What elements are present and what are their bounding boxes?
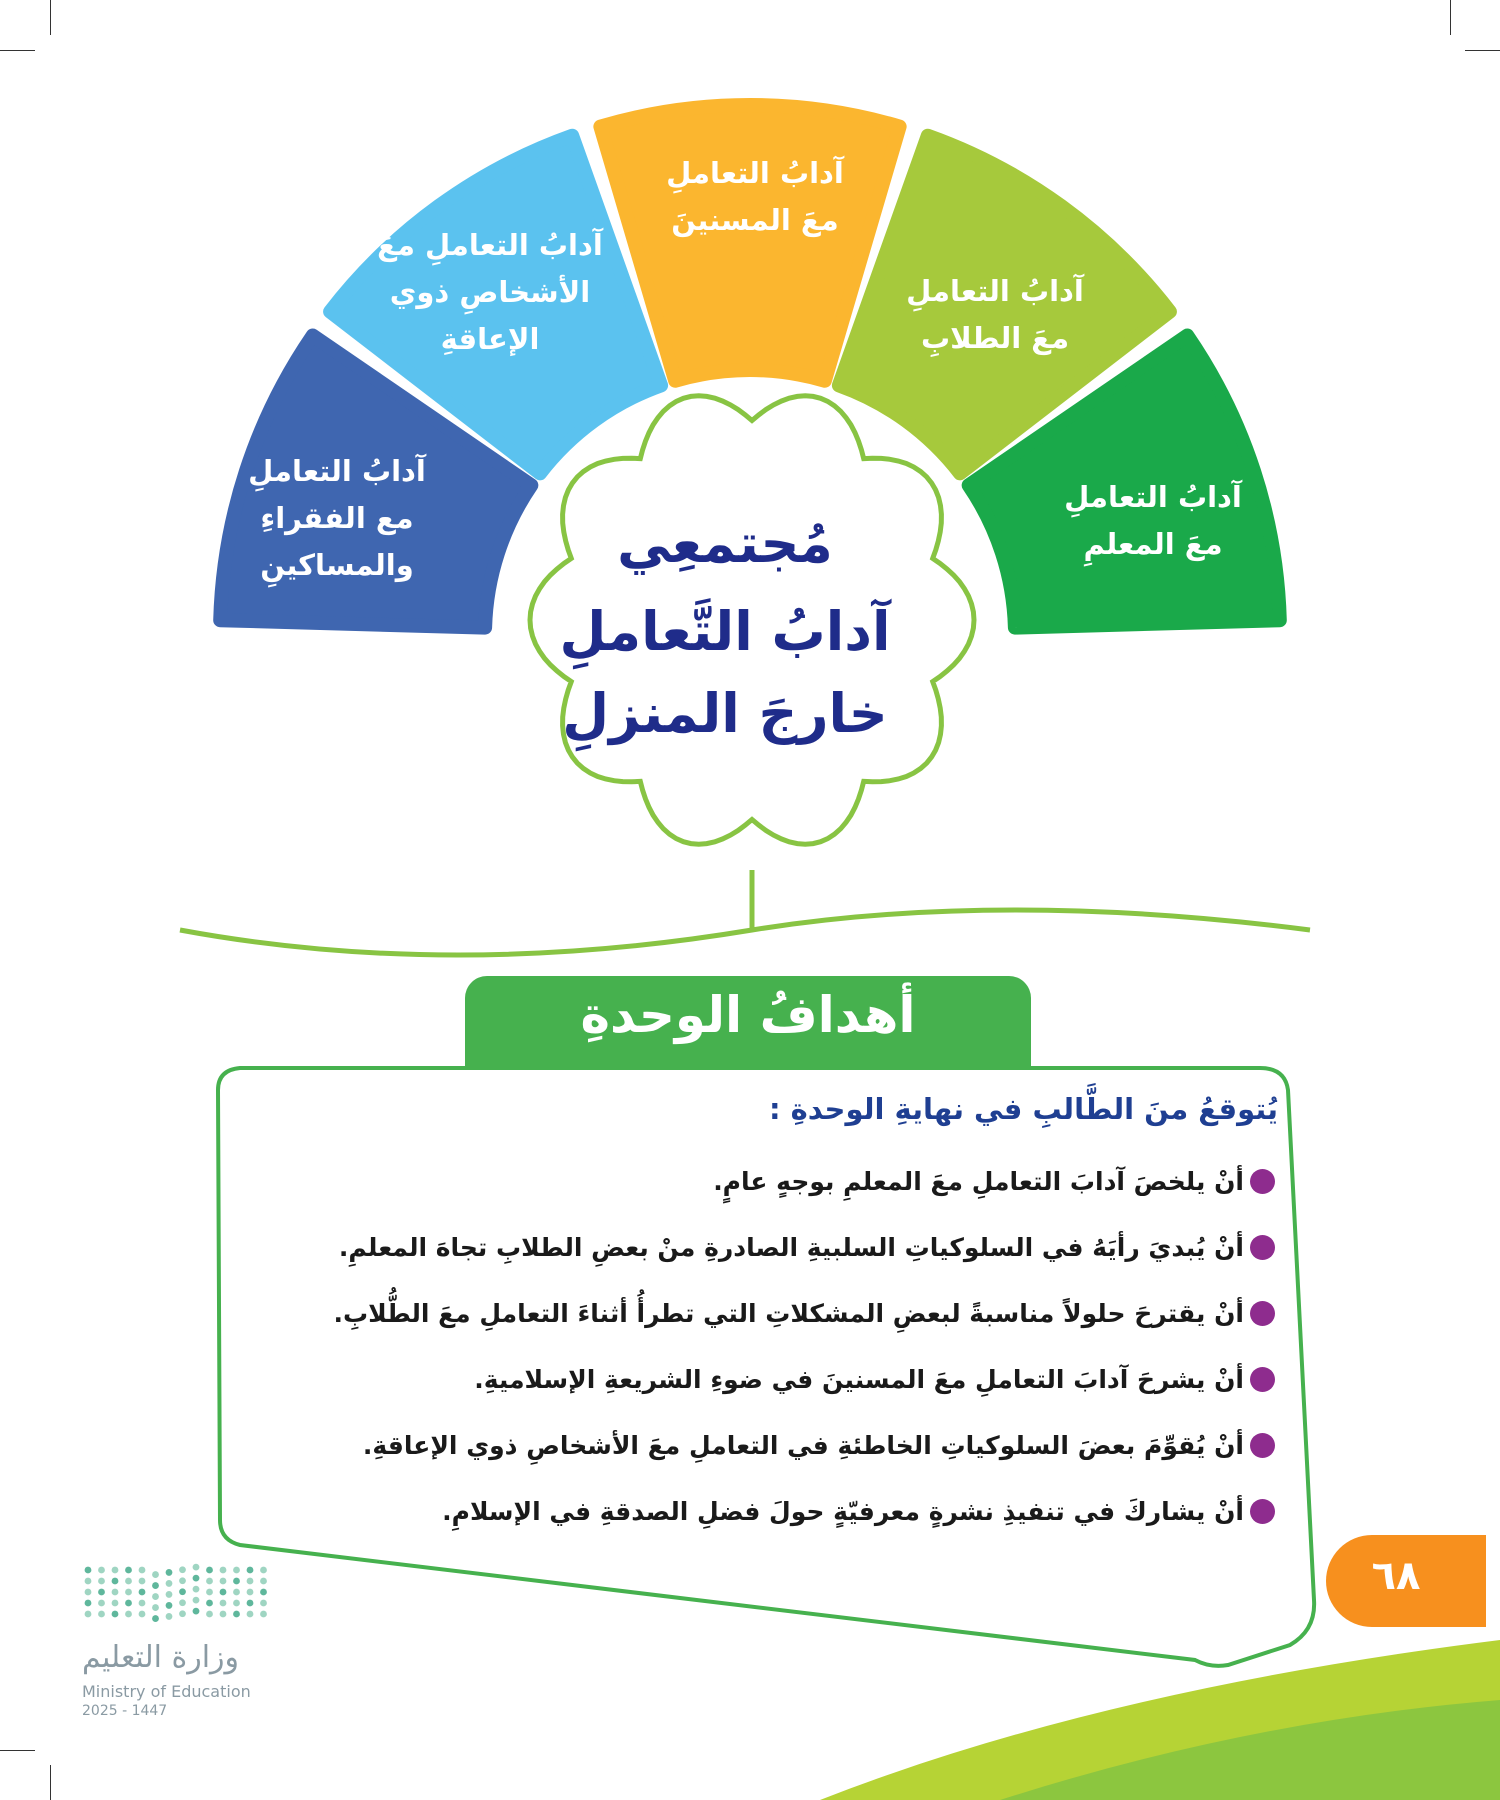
logo-dot xyxy=(139,1567,146,1574)
logo-dot xyxy=(179,1577,186,1584)
segment-line: آدابُ التعاملِ xyxy=(1064,480,1242,514)
logo-dot xyxy=(152,1615,159,1622)
segment-line: والمساكينِ xyxy=(260,547,414,582)
logo-dot xyxy=(85,1589,92,1596)
logo-dot xyxy=(206,1589,213,1596)
logo-dot xyxy=(98,1600,105,1607)
logo-dot xyxy=(125,1589,132,1596)
logo-dot xyxy=(233,1578,240,1585)
ministry-name-en: Ministry of Education xyxy=(82,1682,251,1701)
logo-dot xyxy=(125,1600,132,1607)
logo-dot xyxy=(85,1578,92,1585)
logo-dot xyxy=(193,1586,200,1593)
logo-dot xyxy=(112,1611,119,1618)
segment-line: الإعاقةِ xyxy=(440,321,540,356)
logo-dot xyxy=(85,1567,92,1574)
segment-line: آدابُ التعاملِ xyxy=(906,274,1084,308)
logo-dot xyxy=(247,1567,254,1574)
logo-dot xyxy=(166,1580,173,1587)
page-number: ٦٨ xyxy=(1371,1553,1421,1599)
logo-dot xyxy=(206,1600,213,1607)
logo-dot xyxy=(220,1578,227,1585)
logo-dot xyxy=(152,1593,159,1600)
logo-dot xyxy=(220,1589,227,1596)
logo-dot xyxy=(179,1599,186,1606)
logo-dot xyxy=(152,1571,159,1578)
logo-dot xyxy=(98,1611,105,1618)
logo-dot xyxy=(112,1600,119,1607)
goals-intro: يُتوقعُ منَ الطَّالبِ في نهايةِ الوحدةِ : xyxy=(768,1092,1278,1126)
logo-dot xyxy=(152,1604,159,1611)
goal-text: أنْ يشاركَ في تنفيذِ نشرةٍ معرفيّةٍ حولَ فضلِ الصدقةِ في الإسلامِ. xyxy=(442,1497,1244,1526)
logo-dot xyxy=(112,1578,119,1585)
logo-dot xyxy=(139,1578,146,1585)
logo-dot xyxy=(98,1589,105,1596)
segment-line: مع الفقراءِ xyxy=(260,500,414,535)
logo-dot xyxy=(220,1611,227,1618)
logo-dot xyxy=(260,1589,267,1596)
goals-title: أهدافُ الوحدةِ xyxy=(580,986,916,1044)
logo-dot xyxy=(206,1567,213,1574)
segment-line: معَ الطلابِ xyxy=(920,320,1070,355)
logo-dot xyxy=(233,1567,240,1574)
segment-line: آدابُ التعاملِ معَ xyxy=(377,228,603,262)
logo-dot xyxy=(247,1589,254,1596)
logo-dot xyxy=(260,1611,267,1618)
center-title-line3: خارجَ المنزلِ xyxy=(562,682,888,745)
logo-dot xyxy=(179,1610,186,1617)
logo-dot xyxy=(233,1589,240,1596)
logo-dot xyxy=(193,1575,200,1582)
logo-dot xyxy=(139,1589,146,1596)
logo-dot xyxy=(98,1578,105,1585)
logo-dot xyxy=(247,1578,254,1585)
logo-dot xyxy=(260,1600,267,1607)
center-title-line1: مُجتمعِي xyxy=(617,512,833,575)
logo-dot xyxy=(98,1567,105,1574)
ministry-name-ar: وزارة التعليم xyxy=(82,1640,240,1675)
logo-dot xyxy=(233,1600,240,1607)
logo-dot xyxy=(166,1569,173,1576)
goal-text: أنْ يقترحَ حلولاً مناسبةً لبعضِ المشكلاتِ التي تطرأُ أثناءَ التعاملِ معَ الطُّلابِ. xyxy=(333,1299,1244,1328)
goal-text: أنْ يشرحَ آدابَ التعاملِ معَ المسنينَ في ضوءِ الشريعةِ الإسلاميةِ. xyxy=(474,1365,1244,1394)
logo-dot xyxy=(85,1600,92,1607)
segment-line: آدابُ التعاملِ xyxy=(248,454,426,488)
logo-dot xyxy=(206,1578,213,1585)
logo-dot xyxy=(220,1600,227,1607)
logo-dot xyxy=(206,1611,213,1618)
ministry-year: 2025 - 1447 xyxy=(82,1703,168,1719)
logo-dot xyxy=(247,1600,254,1607)
logo-dot xyxy=(112,1589,119,1596)
goal-text: أنْ يلخصَ آدابَ التعاملِ معَ المعلمِ بوجهٍ عامٍ. xyxy=(713,1167,1244,1196)
logo-dot xyxy=(260,1578,267,1585)
logo-dot xyxy=(166,1613,173,1620)
logo-dot xyxy=(260,1567,267,1574)
logo-dot xyxy=(166,1591,173,1598)
logo-dot xyxy=(125,1578,132,1585)
logo-dot xyxy=(139,1611,146,1618)
logo-dot xyxy=(85,1611,92,1618)
logo-dot xyxy=(125,1567,132,1574)
logo-dot xyxy=(220,1567,227,1574)
logo-dot xyxy=(193,1608,200,1615)
logo-dot xyxy=(152,1582,159,1589)
logo-dot xyxy=(233,1611,240,1618)
segment-line: آدابُ التعاملِ xyxy=(666,156,844,190)
logo-dot xyxy=(125,1611,132,1618)
goal-text: أنْ يُبديَ رأيَهُ في السلوكياتِ السلبيةِ الصادرةِ منْ بعضِ الطلابِ تجاهَ المعلمِ. xyxy=(338,1233,1244,1262)
segment-line: معَ المعلمِ xyxy=(1083,526,1223,561)
logo-dot xyxy=(179,1566,186,1573)
logo-dot xyxy=(179,1588,186,1595)
goal-text: أنْ يُقوِّمَ بعضَ السلوكياتِ الخاطئةِ في التعاملِ معَ الأشخاصِ ذوي الإعاقةِ. xyxy=(362,1431,1244,1460)
logo-dot xyxy=(139,1600,146,1607)
logo-dot xyxy=(247,1611,254,1618)
center-title-line2: آدابُ التَّعاملِ xyxy=(559,600,891,663)
segment-line: معَ المسنينَ xyxy=(671,202,839,237)
segment-line: الأشخاصِ ذوي xyxy=(389,274,591,309)
logo-dot xyxy=(112,1567,119,1574)
logo-dot xyxy=(193,1597,200,1604)
logo-dot xyxy=(166,1602,173,1609)
logo-dot xyxy=(193,1564,200,1571)
